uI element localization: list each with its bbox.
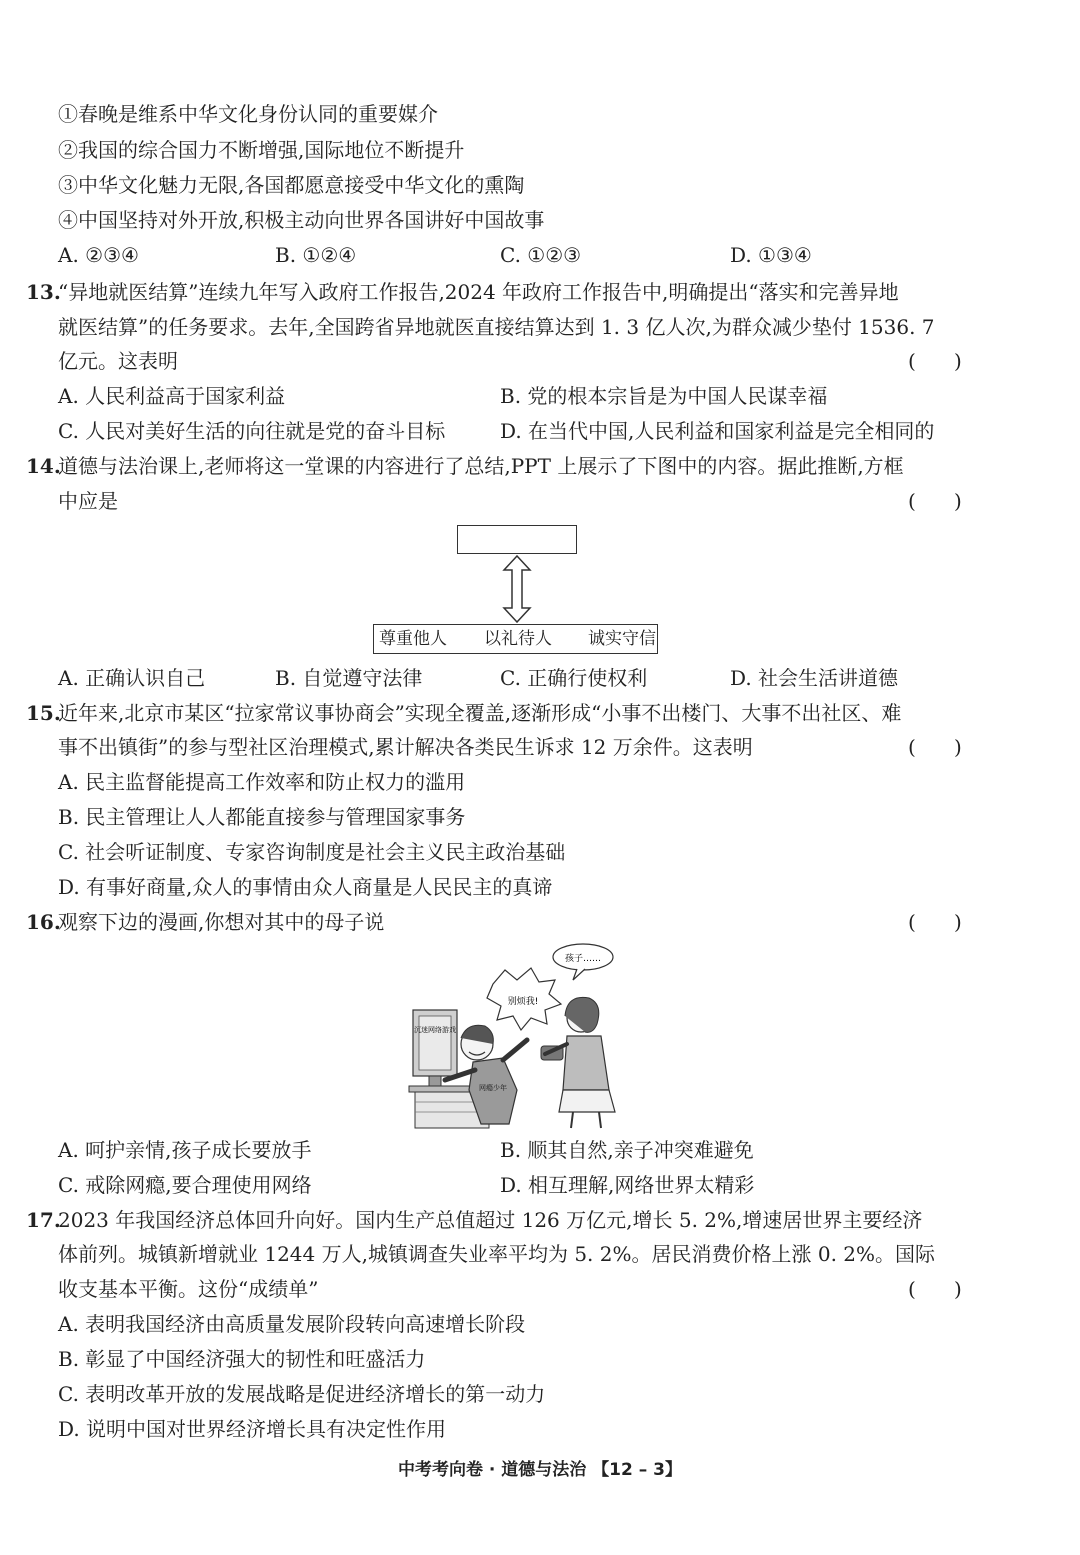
mother-bubble-text: 孩子…… (564, 954, 602, 964)
q13-option-a: A. 人民利益高于国家利益 (58, 384, 286, 408)
q14-stem-line-2: 中应是 (58, 489, 118, 513)
q15-answer-blank: ( ) (908, 735, 962, 759)
q14-option-d: D. 社会生活讲道德 (730, 666, 899, 690)
q12-option-a: A. ②③④ (58, 243, 139, 267)
q17-stem-line-2: 体前列。城镇新增就业 1244 万人,城镇调查失业率平均为 5. 2%。居民消费价格上涨 0. 2%。国际 (58, 1242, 936, 1266)
q14-stem-line-1: 道德与法治课上,老师将这一堂课的内容进行了总结,PPT 上展示了下图中的内容。据此推断,方框 (58, 454, 904, 478)
q14-option-a: A. 正确认识自己 (58, 666, 206, 690)
q15-option-a: A. 民主监督能提高工作效率和防止权力的滥用 (58, 770, 466, 794)
q16-cartoon (405, 940, 625, 1130)
double-arrow-icon (500, 554, 534, 624)
q12-item-1: ①春晚是维系中华文化身份认同的重要媒介 (58, 102, 438, 126)
q15-stem-line-1: 近年来,北京市某区“拉家常议事协商会”实现全覆盖,逐渐形成“小事不出楼门、大事不出社区、难 (58, 701, 902, 725)
page-footer: 中考考向卷 · 道德与法治 【12 – 3】 (397, 1460, 683, 1480)
q14-item-honesty: 诚实守信 (588, 629, 656, 649)
q13-option-b: B. 党的根本宗旨是为中国人民谋幸福 (500, 384, 828, 408)
q14-item-courtesy: 以礼待人 (484, 629, 552, 649)
q13-stem-line-2: 就医结算”的任务要求。去年,全国跨省异地就医直接结算达到 1. 3 亿人次,为群众减少垫付 1536. 7 (58, 315, 935, 339)
q16-number: 16. (26, 910, 61, 934)
q15-option-d: D. 有事好商量,众人的事情由众人商量是人民民主的真谛 (58, 875, 553, 899)
q15-option-b: B. 民主管理让人人都能直接参与管理国家事务 (58, 805, 466, 829)
q14-number: 14. (26, 454, 61, 478)
q12-option-b: B. ①②④ (275, 243, 357, 267)
son-bubble-text: 别烦我! (507, 997, 539, 1007)
q14-item-respect: 尊重他人 (379, 629, 447, 649)
q14-option-c: C. 正确行使权利 (500, 666, 648, 690)
son-shirt-text: 网瘾少年 (479, 1084, 507, 1092)
q17-answer-blank: ( ) (908, 1277, 962, 1301)
q13-number: 13. (26, 280, 61, 304)
q17-stem-line-1: 2023 年我国经济总体回升向好。国内生产总值超过 126 万亿元,增长 5. 2%,增速居世界主要经济 (58, 1208, 923, 1232)
q14-empty-box (457, 525, 577, 554)
q14-option-b: B. 自觉遵守法律 (275, 666, 423, 690)
q13-stem-line-3: 亿元。这表明 (58, 349, 178, 373)
q16-stem-line-1: 观察下边的漫画,你想对其中的母子说 (58, 910, 385, 934)
q16-answer-blank: ( ) (908, 910, 962, 934)
q16-option-c: C. 戒除网瘾,要合理使用网络 (58, 1173, 312, 1197)
q12-option-d: D. ①③④ (730, 243, 812, 267)
q15-stem-line-2: 事不出镇街”的参与型社区治理模式,累计解决各类民生诉求 12 万余件。这表明 (58, 735, 753, 759)
q14-items-box (373, 624, 658, 654)
q15-option-c: C. 社会听证制度、专家咨询制度是社会主义民主政治基础 (58, 840, 566, 864)
q12-option-c: C. ①②③ (500, 243, 582, 267)
q16-option-d: D. 相互理解,网络世界太精彩 (500, 1173, 755, 1197)
q16-option-b: B. 顺其自然,亲子冲突难避免 (500, 1138, 754, 1162)
q13-option-c: C. 人民对美好生活的向往就是党的奋斗目标 (58, 419, 446, 443)
q12-item-2: ②我国的综合国力不断增强,国际地位不断提升 (58, 138, 465, 162)
q17-number: 17. (26, 1208, 61, 1232)
q17-option-a: A. 表明我国经济由高质量发展阶段转向高速增长阶段 (58, 1312, 526, 1336)
q12-item-3: ③中华文化魅力无限,各国都愿意接受中华文化的熏陶 (58, 173, 525, 197)
q17-stem-line-3: 收支基本平衡。这份“成绩单” (58, 1277, 319, 1301)
monitor-screen-text: 沉迷网络游戏 (414, 1026, 456, 1034)
q17-option-b: B. 彰显了中国经济强大的韧性和旺盛活力 (58, 1347, 426, 1371)
q15-number: 15. (26, 701, 61, 725)
q13-option-d: D. 在当代中国,人民利益和国家利益是完全相同的 (500, 419, 935, 443)
q17-option-c: C. 表明改革开放的发展战略是促进经济增长的第一动力 (58, 1382, 546, 1406)
q13-stem-line-1: “异地就医结算”连续九年写入政府工作报告,2024 年政府工作报告中,明确提出“落实和完善异地 (58, 280, 899, 304)
q17-option-d: D. 说明中国对世界经济增长具有决定性作用 (58, 1417, 447, 1441)
q12-item-4: ④中国坚持对外开放,积极主动向世界各国讲好中国故事 (58, 208, 545, 232)
q13-answer-blank: ( ) (908, 349, 962, 373)
q16-option-a: A. 呵护亲情,孩子成长要放手 (58, 1138, 312, 1162)
q14-answer-blank: ( ) (908, 489, 962, 513)
